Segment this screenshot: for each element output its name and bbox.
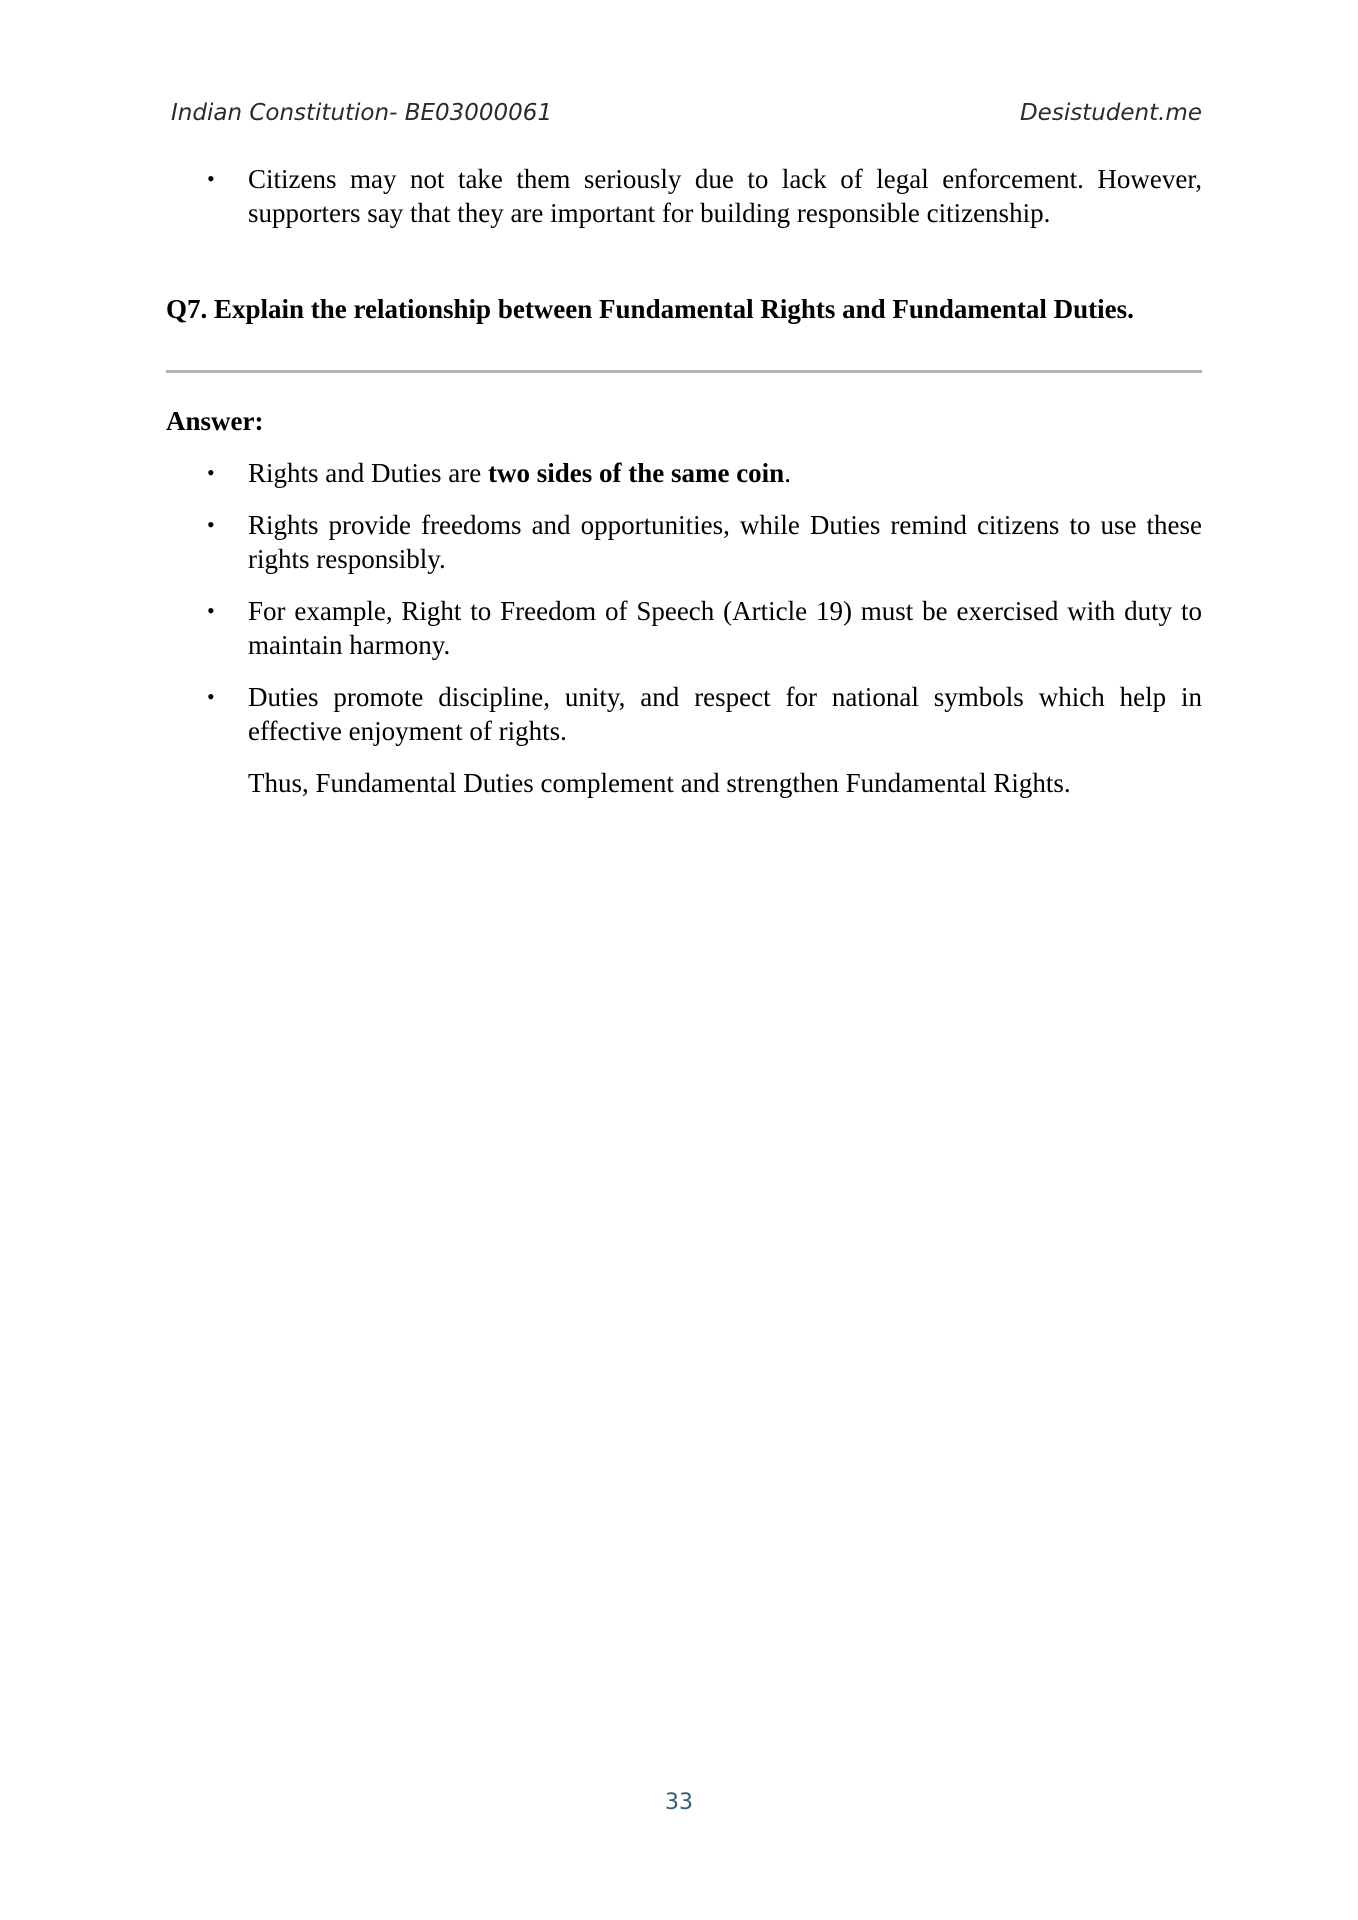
question-heading: Q7. Explain the relationship between Fundamental Rights and Fundamental Duties.	[166, 294, 1134, 324]
conclusion-text: Thus, Fundamental Duties complement and strengthen Fundamental Rights.	[248, 768, 1071, 798]
bullet-icon: •	[207, 166, 215, 191]
bullet-text-suffix: .	[784, 458, 791, 488]
list-item	[166, 456, 1202, 490]
bullet-text-emphasis: two sides of the same coin	[487, 458, 785, 488]
bullet-icon: •	[207, 598, 215, 623]
bullet-icon: •	[207, 460, 215, 485]
continued-bullet-list	[166, 162, 1202, 230]
bullet-icon: •	[207, 512, 215, 537]
page-header	[171, 100, 1202, 132]
bullet-text-prefix: Rights and Duties are	[248, 458, 488, 488]
bullet-text: Duties promote discipline, unity, and respect for national symbols which help in effective enjoyment of rights.	[248, 682, 1202, 746]
list-item	[166, 680, 1202, 748]
answer-bullet-list	[166, 456, 1202, 748]
horizontal-divider	[166, 370, 1202, 373]
header-document-title: Indian Constitution- BE03000061	[171, 100, 553, 126]
page-number: 33	[665, 1790, 693, 1815]
list-item	[166, 594, 1202, 662]
list-item	[166, 508, 1202, 576]
answer-label: Answer:	[166, 406, 264, 436]
page-content	[166, 162, 1202, 827]
bullet-text: Rights provide freedoms and opportunities, while Duties remind citizens to use these rights responsibly.	[248, 510, 1202, 574]
bullet-icon: •	[207, 684, 215, 709]
header-site-name: Desistudent.me	[1019, 100, 1202, 126]
bullet-text: For example, Right to Freedom of Speech (Article 19) must be exercised with duty to maintain harmony.	[248, 596, 1202, 660]
list-item	[166, 162, 1202, 230]
bullet-text: Citizens may not take them seriously due to lack of legal enforcement. However, supporters say that they are important for building responsible citizenship.	[248, 164, 1202, 228]
